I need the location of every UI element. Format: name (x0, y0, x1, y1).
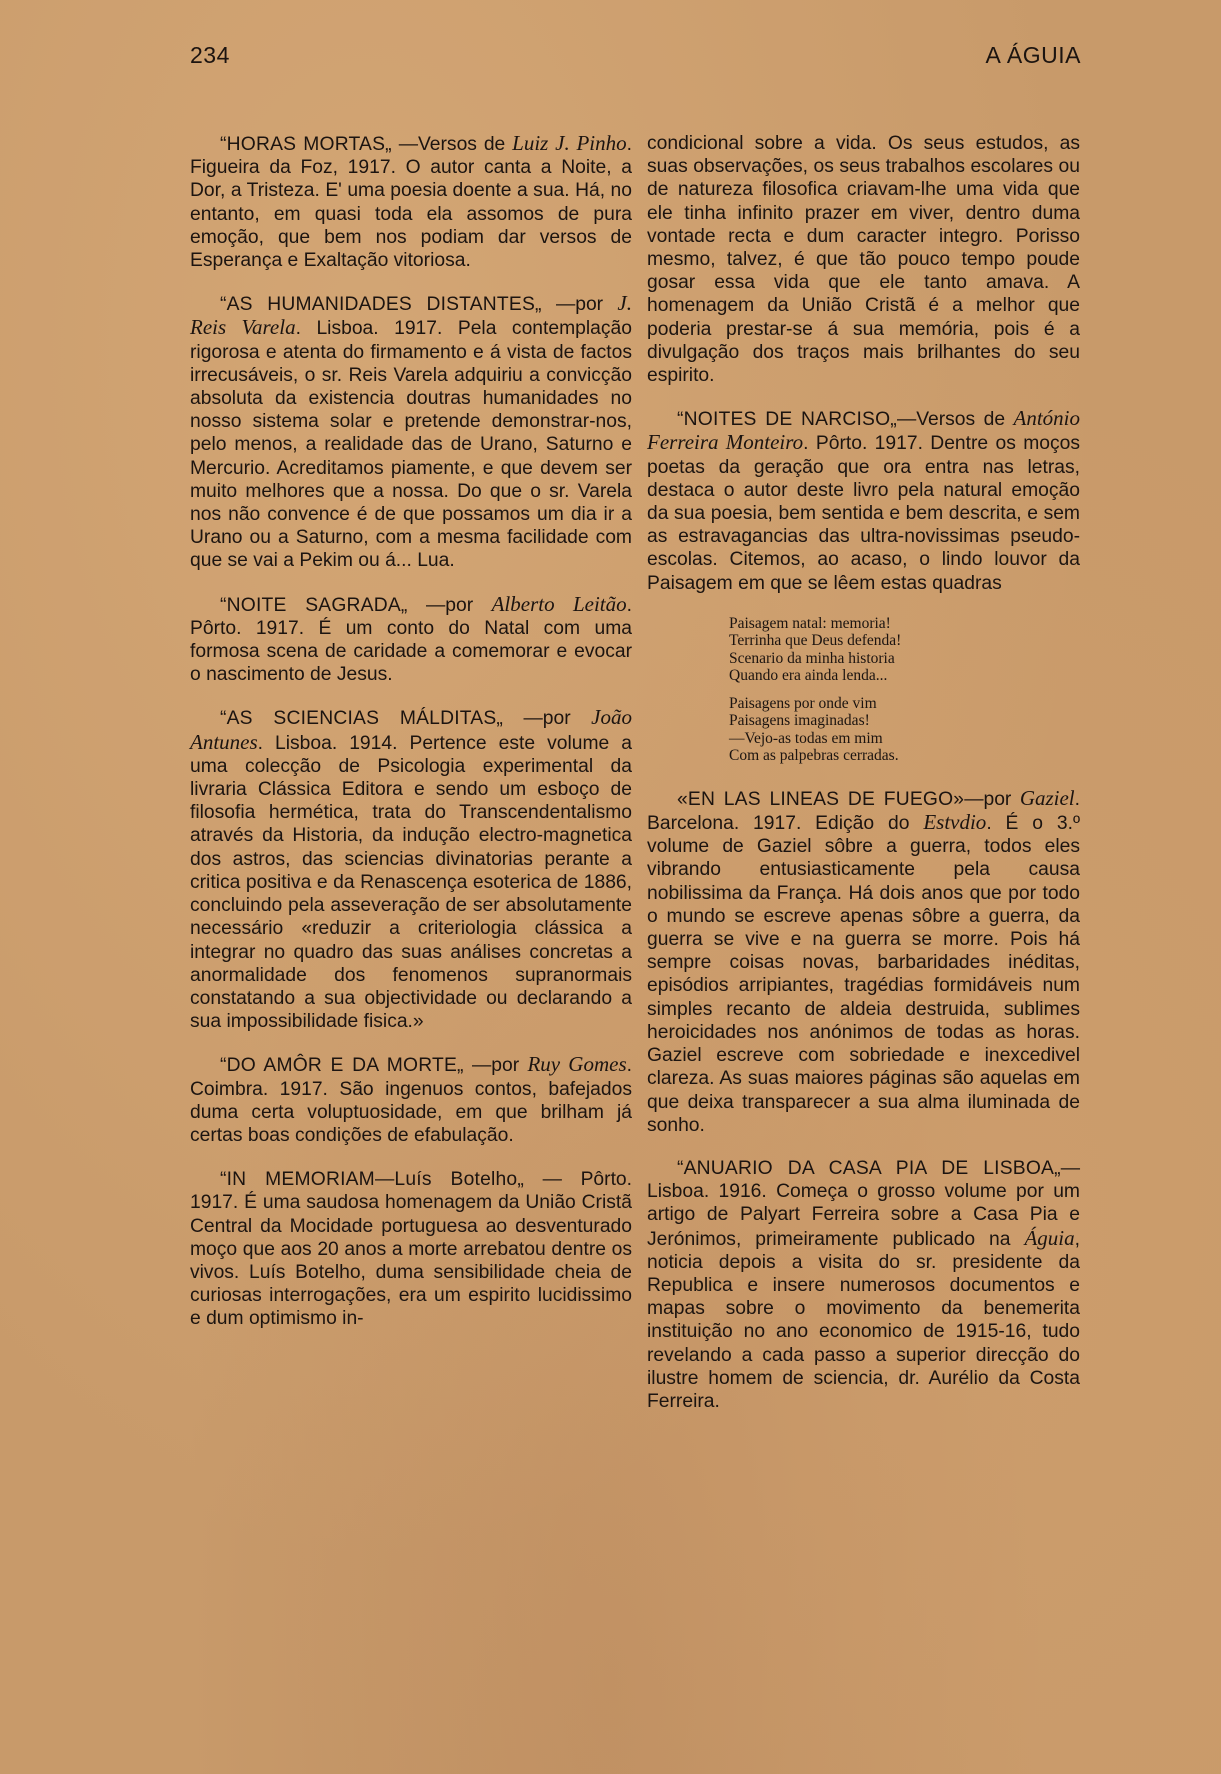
entry-sep: —por (463, 1055, 528, 1077)
entry-author: Luiz J. Pinho (512, 131, 627, 155)
poem-line: —Vejo-as todas em mim (729, 729, 883, 747)
review-entry (190, 132, 632, 272)
entry-sep: — (523, 1169, 581, 1191)
entry-journal: Águia (1024, 1225, 1075, 1250)
poem-line: Paisagens por onde vim (729, 694, 877, 712)
entry-sep: —Versos de (391, 134, 513, 155)
right-column (647, 132, 1080, 1433)
entry-author: João Antunes (190, 705, 632, 754)
entry-title: “NOITE SAGRADA„ (220, 594, 408, 616)
entry-text: Pôrto. 1917. É uma saudosa homenagem da União Cristã Central da Mocidade portuguesa ao desventurado moço que aos 20 anos a morte arrebatou dentre os vivos. Luís Botelho, duma sensibilidade cheia de curiosas interrogações, era um espirito lucidissimo e dum optimismo in- (190, 1169, 633, 1330)
entry-sep: —por (407, 594, 492, 616)
entry-sep: —Versos de (896, 409, 1014, 431)
journal-title: A ÁGUIA (985, 42, 1081, 68)
entry-text: . Coimbra. 1917. São ingenuos contos, bafejados duma certa voluptuosidade, em que brilham já certas boas condições de efabulação. (190, 1055, 632, 1146)
entry-text: . Lisboa. 1917. Pela contemplação rigorosa e atenta do firmamento e á vista de factos irrecusáveis, o sr. Reis Varela adquiriu a convicção absoluta da existencia doutras humanidades no nosso sistema solar e pretende demonstrar-nos, pelo menos, a realidade das de Urano, Saturno e Mercurio. Acreditamos piamente, e que devem ser muito melhores que a nossa. Do que o sr. Varela nos não convence é de que possamos um dia ir a Urano ou a Saturno, com a mesma facilidade com que se vai a Pekim ou á... Lua. (190, 318, 632, 572)
entry-title: “HORAS MORTAS„ (220, 134, 392, 155)
review-entry (190, 706, 632, 1033)
poem-line: Com as palpebras cerradas. (729, 747, 899, 765)
entry-text: , noticia depois a visita do sr. presidente da Republica e insere numerosos documentos e mapas sobre o movimento da benemerita instituição no ano economico de 1915-16, tudo revelando a cada passo a superior direcção do ilustre homem de sciencia, dr. Aurélio da Costa Ferreira. (647, 1228, 1080, 1412)
entry-title: “ANUARIO DA CASA PIA DE LISBOA„ (677, 1157, 1061, 1179)
review-entry (647, 1157, 1080, 1413)
entry-text: . É o 3.º volume de Gaziel sôbre a guerra, todos eles vibrando entusiasticamente pela causa nobilissima da França. Há dois anos que por todo o mundo se escreve apenas sôbre a guerra, da guerra se vive e na guerra se morre. Pois há sempre coisas novas, barbaridades inéditas, episódios arripiantes, tragédias formidáveis num simples recanto de aldeia destruida, sublimes heroicidades nos anónimos de todas as horas. Gaziel escreve com sobriedade e inexcedivel clareza. As suas maiores páginas são aquelas em que deixa transparecer a sua alma iluminada de sonho. (647, 813, 1080, 1136)
entry-sep: —por (964, 788, 1020, 810)
poem-stanza (729, 695, 1080, 765)
entry-author: Gaziel (1019, 785, 1075, 810)
review-entry (190, 1167, 632, 1330)
entry-text: . Barcelona. 1917. Edição do (647, 788, 1080, 835)
poem-quote (729, 615, 1080, 765)
entry-text: —Lisboa. 1916. Começa o grosso volume por um artigo de Palyart Ferreira sobre a Casa Pia e Jerónimos, primeiramente publicado na (647, 1157, 1080, 1250)
review-entry (190, 593, 632, 687)
entry-text: . Pôrto. 1917. É um conto do Natal com uma formosa scena de caridade a comemorar e evocar o nascimento de Jesus. (190, 594, 632, 686)
entry-publisher: Estvdio (923, 810, 987, 835)
entry-sep: —por (541, 294, 618, 316)
entry-author: Alberto Leitão (491, 591, 627, 616)
poem-line: Paisagem natal: memoria! (729, 614, 891, 632)
entry-title: “IN MEMORIAM—Luís Botelho„ (220, 1169, 524, 1191)
left-column (190, 132, 632, 1351)
page-number: 234 (190, 42, 230, 68)
entry-title: “NOITES DE NARCISO„ (677, 409, 897, 431)
entry-title: “AS SCIENCIAS MÁLDITAS„ (220, 708, 504, 730)
review-entry (647, 787, 1080, 1137)
entry-author: Ruy Gomes (527, 1052, 627, 1077)
entry-author: J. Reis Varela (190, 291, 632, 340)
review-entry (190, 1053, 632, 1147)
entry-title: “AS HUMANIDADES DISTANTES„ (220, 294, 542, 316)
poem-line: Terrinha que Deus defenda! (729, 632, 902, 650)
entry-author: António Ferreira Monteiro (647, 406, 1080, 455)
entry-text: . Pôrto. 1917. Dentre os moços poetas da geração que ora entra nas letras, destaca o autor deste livro pela natural emoção da sua poesia, bem sentida e bem descrita, e sem as estravagancias das ultra-novissimas pseudo-escolas. Citemos, ao acaso, o lindo louvor da Paisagem em que se lêem estas quadras (647, 433, 1081, 594)
poem-stanza (729, 615, 1080, 685)
entry-title: «EN LAS LINEAS DE FUEGO» (677, 788, 965, 810)
poem-line: Paisagens imaginadas! (729, 712, 870, 730)
entry-text: . Figueira da Foz, 1917. O autor canta a Noite, a Dor, a Tristeza. E' uma poesia doente a sua. Há, no entanto, em quasi toda ela assomos de pura emoção, que bem nos podiam dar versos de Esperança e Exaltação vitoriosa. (190, 134, 632, 272)
review-entry (647, 407, 1080, 595)
entry-continuation: condicional sobre a vida. Os seus estudos, as suas observações, os seus trabalhos escolares ou de natureza filosofica criavam-lhe uma vida que ele tinha infinito prazer em viver, dentro duma vontade recta e dum caracter integro. Porisso mesmo, talvez, é que tão pouco tempo poude gosar essa vida que ele tanto amava. A homenagem da União Cristã é a melhor que poderia prestar-se á sua memória, pois é a divulgação dos traços mais brilhantes do seu espirito. (647, 133, 1080, 387)
entry-text: . Lisboa. 1914. Pertence este volume a uma colecção de Psicologia experimental da livraria Clássica Editora e sendo um esboço de filosofia hermética, trata do Transcendentalismo através da Historia, da indução electro-magnetica dos astros, das sciencias divinatorias perante a critica positiva e da Renascença esoterica de 1886, concluindo pela asseveração de ser absolutamente necessário «reduzir a criteriologia clássica a integrar no quadro das suas análises concretas a anormalidade dos fenomenos supranormais constatando a sua objectividade ou declarando a sua impossibilidade fisica.» (190, 732, 632, 1033)
poem-line: Scenario da minha historia (729, 649, 895, 667)
entry-title: “DO AMÔR E DA MORTE„ (220, 1055, 464, 1077)
review-entry (190, 292, 632, 572)
poem-line: Quando era ainda lenda... (729, 667, 888, 685)
page-header (190, 42, 1081, 69)
entry-sep: —por (503, 708, 592, 730)
